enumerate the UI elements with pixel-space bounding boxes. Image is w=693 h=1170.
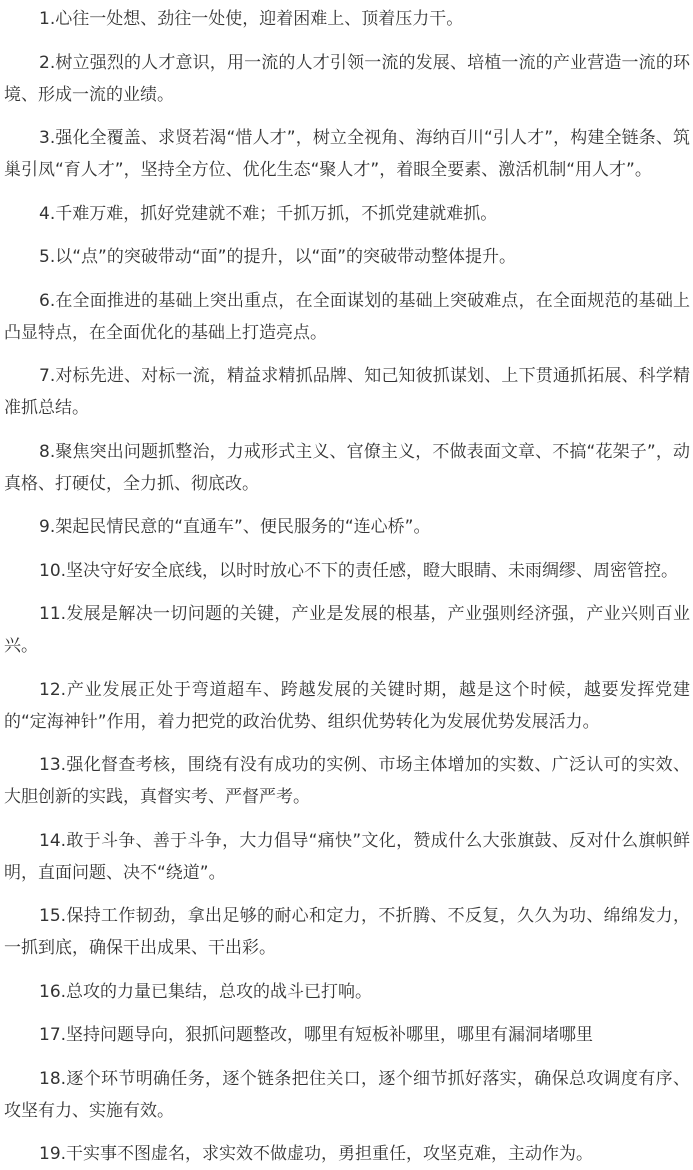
paragraph-9: 9.架起民情民意的“直通车”、便民服务的“连心桥”。 [39,517,431,537]
paragraph-8: 8.聚焦突出问题抓整治，力戒形式主义、官僚主义，不做表面文章、不搞“花架子”，动真格、打硬仗，全力抓、彻底改。 [4,441,690,494]
paragraph-5: 5.以“点”的突破带动“面”的提升，以“面”的突破带动整体提升。 [39,247,517,267]
paragraph-1: 1.心往一处想、劲往一处使，迎着困难上、顶着压力干。 [39,9,464,29]
paragraph-16: 16.总攻的力量已集结，总攻的战斗已打响。 [39,981,373,1002]
paragraph-15: 15.保持工作韧劲，拿出足够的耐心和定力，不折腾、不反复，久久为功、绵绵发力，一抓到底，确保干出成果、干出彩。 [4,906,690,958]
paragraph-14: 14.敢于斗争、善于斗争，大力倡导“痛快”文化，赞成什么大张旗鼓、反对什么旗帜鲜明，直面问题、决不“绕道”。 [4,830,690,883]
paragraph-3: 3.强化全覆盖、求贤若渴“惜人才”，树立全视角、海纳百川“引人才”，构建全链条、筑巢引凤“育人才”，坚持全方位、优化生态“聚人才”，着眼全要素、激活机制“用人才”。 [4,128,690,180]
paragraph-6: 6.在全面推进的基础上突出重点，在全面谋划的基础上突破难点，在全面规范的基础上凸显特点，在全面优化的基础上打造亮点。 [4,290,690,343]
paragraph-19: 19.干实事不图虚名，求实效不做虚功，勇担重任，攻坚克难，主动作为。 [39,1144,594,1164]
paragraph-18: 18.逐个环节明确任务，逐个链条把住关口，逐个细节抓好落实，确保总攻调度有序、攻坚有力、实施有效。 [4,1068,690,1121]
paragraph-12: 12.产业发展正处于弯道超车、跨越发展的关键时期，越是这个时候，越要发挥党建的“定海神针”作用，着力把党的政治优势、组织优势转化为发展优势发展活力。 [4,679,690,732]
paragraph-11: 11.发展是解决一切问题的关键，产业是发展的根基，产业强则经济强，产业兴则百业兴。 [4,604,690,656]
paragraph-13: 13.强化督查考核，围绕有没有成功的实例、市场主体增加的实数、广泛认可的实效、大胆创新的实践，真督实考、严督严考。 [4,755,690,807]
paragraph-2: 2.树立强烈的人才意识，用一流的人才引领一流的发展、培植一流的产业营造一流的环境、形成一流的业绩。 [4,52,690,105]
paragraph-10: 10.坚决守好安全底线，以时时放心不下的责任感，瞪大眼睛、未雨绸缪、周密管控。 [39,560,679,581]
paragraph-17: 17.坚持问题导向，狠抓问题整改，哪里有短板补哪里，哪里有漏洞堵哪里 [39,1025,594,1045]
paragraph-4: 4.千难万难，抓好党建就不难；千抓万抓，不抓党建就难抓。 [39,203,498,224]
paragraph-7: 7.对标先进、对标一流，精益求精抓品牌、知己知彼抓谋划、上下贯通抓拓展、科学精准抓总结。 [4,366,690,418]
